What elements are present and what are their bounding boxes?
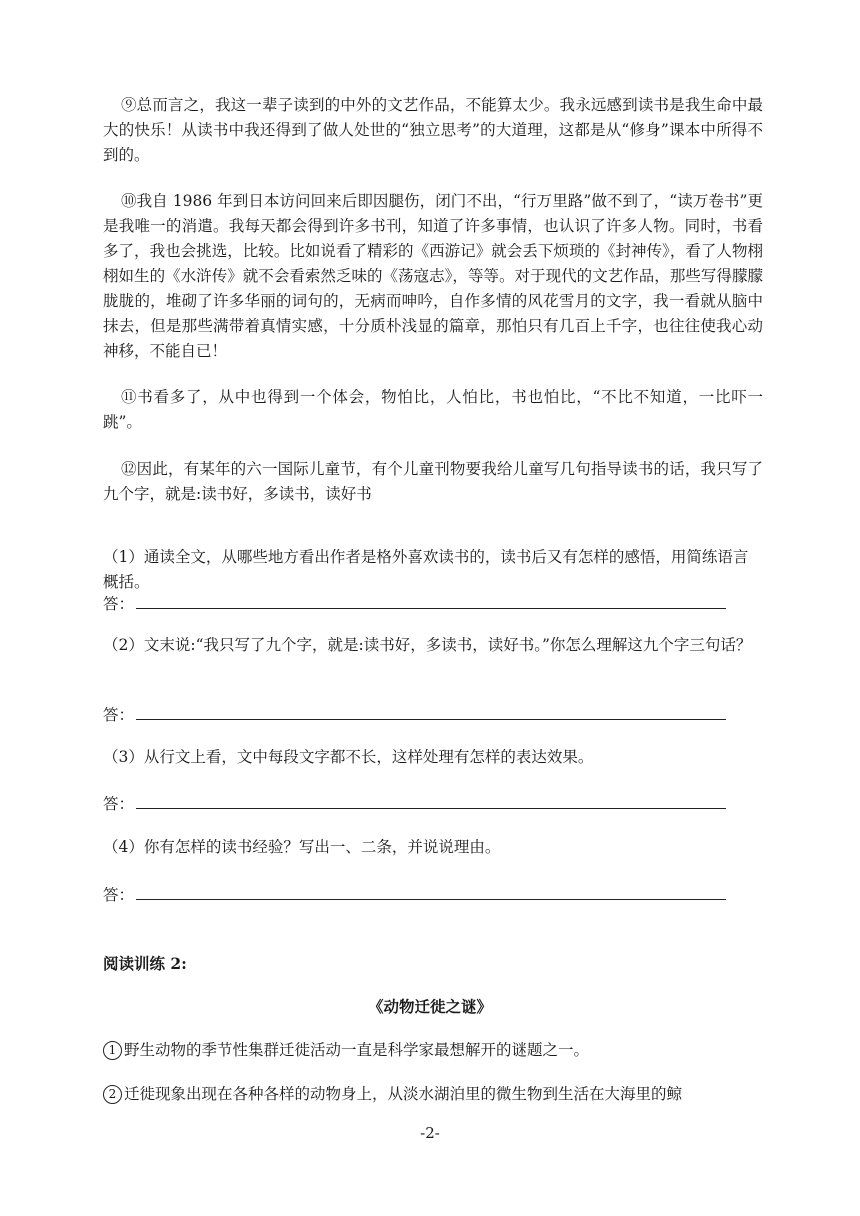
answer-blank[interactable] [136,883,726,900]
circled-number: 2 [103,1085,122,1104]
answer-line-2[interactable] [103,703,733,725]
article-paragraph-2 [103,1082,763,1107]
paragraph-10 [103,189,763,364]
paragraph-text: 因此，有某年的六一国际儿童节，有个儿童刊物要我给儿童写几句指导读书的话，我只写了九个字，就是:读书好，多读书，读好书 [103,460,763,503]
answer-line-1[interactable] [103,592,733,614]
article-paragraph-text: 迁徙现象出现在各种各样的动物身上，从淡水湖泊里的微生物到生活在大海里的鲸 [124,1085,683,1103]
paragraph-text: 书看多了，从中也得到一个体会，物怕比，人怕比，书也怕比，“不比不知道，一比吓一跳”。 [103,388,763,431]
answer-line-4[interactable] [103,883,733,905]
circled-number: 1 [103,1041,122,1060]
answer-label: 答： [103,795,135,813]
page-number: -2- [420,1124,440,1142]
section-heading: 阅读训练 2: [103,954,187,973]
paragraph-11 [103,385,763,435]
answer-line-3[interactable] [103,792,733,814]
paragraph-number: ⑫ [121,460,137,478]
answer-blank[interactable] [136,703,726,720]
paragraph-text: 总而言之，我这一辈子读到的中外的文艺作品，不能算太少。我永远感到读书是我生命中最大的快乐！从读书中我还得到了做人处世的“独立思考”的大道理，这都是从“修身”课本中所得不到的。 [103,96,763,164]
question-1: （1）通读全文，从哪些地方看出作者是格外喜欢读书的，读书后又有怎样的感悟，用简练语言概括。 [103,548,749,591]
answer-blank[interactable] [136,592,726,609]
paragraph-number: ⑨ [121,96,137,114]
answer-label: 答： [103,595,135,613]
paragraph-9 [103,93,763,168]
answer-label: 答： [103,886,135,904]
paragraph-number: ⑪ [121,388,138,406]
question-3: （3）从行文上看，文中每段文字都不长，这样处理有怎样的表达效果。 [103,748,594,766]
article-paragraph-1 [103,1038,763,1063]
question-2: （2）文末说:“我只写了九个字，就是:读书好，多读书，读好书。”你怎么理解这九个字三句话？ [103,636,752,654]
answer-label: 答： [103,706,135,724]
article-title: 《动物迁徙之谜》 [367,997,492,1016]
answer-blank[interactable] [136,792,726,809]
paragraph-text: 我自 1986 年到日本访问回来后即因腿伤，闭门不出，“行万里路”做不到了，“读万卷书”更是我唯一的消遣。我每天都会得到许多书刊，知道了许多事情，也认识了许多人物。同时，书看多了，我也会挑选，比较。比如说看了精彩的《西游记》就会丢下烦琐的《封神传》，看了人物栩栩如生的《水浒传》就不会看索然乏味的《荡寇志》，等等。对于现代的文艺作品，那些写得朦朦胧胧的，堆砌了许多华丽的词句的，无病而呻吟，自作多情的风花雪月的文字，我一看就从脑中抹去，但是那些满带着真情实感，十分质朴浅显的篇章，那怕只有几百上千字，也往往使我心动神移，不能自已！ [103,192,763,360]
question-4: （4）你有怎样的读书经验？写出一、二条，并说说理由。 [103,838,501,856]
paragraph-12 [103,457,763,507]
article-paragraph-text: 野生动物的季节性集群迁徙活动一直是科学家最想解开的谜题之一。 [124,1041,590,1059]
paragraph-number: ⑩ [121,192,137,210]
